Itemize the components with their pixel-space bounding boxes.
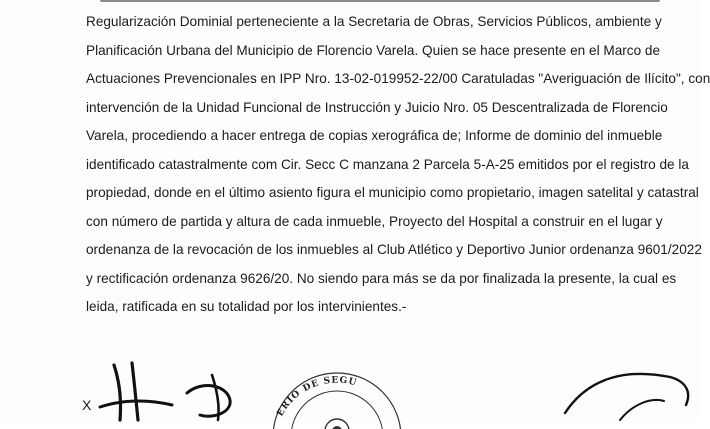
seal-text: ERIO DE SEGU xyxy=(275,375,359,419)
cut-off-top-line xyxy=(100,0,660,6)
body-line-2: Planificación Urbana del Municipio de Florencio Varela. Quien se hace presente en el Marco de xyxy=(86,42,661,58)
body-line-5: Varela, procediendo a hacer entrega de copias xerográfica de; Informe de dominio del inmueble xyxy=(86,128,663,143)
official-seal xyxy=(262,369,412,429)
body-line-8: con número de partida y altura de cada inmueble, Proyecto del Hospital a construir en el lugar y xyxy=(86,213,663,229)
body-line-3: Actuaciones Prevencionales en IPP Nro. 13-02-019952-22/00 Caratuladas "Averiguación de Ilícito", con xyxy=(86,71,710,86)
second-signature xyxy=(560,365,700,420)
body-line-9: ordenanza de la revocación de los inmuebles al Club Atlético y Deportivo Junior ordenanza 9601/2022 xyxy=(86,242,702,257)
signature-x-mark: X xyxy=(82,397,92,413)
body-line-7: propiedad, donde en el último asiento figura el municipio como propietario, imagen satelital y catastral xyxy=(86,185,699,200)
handwritten-signature xyxy=(92,355,262,420)
body-line-6: identificado catastralmente com Cir. Secc C manzana 2 Parcela 5-A-25 emitidos por el registro de la xyxy=(86,156,689,172)
body-line-4: intervención de la Unidad Funcional de Instrucción y Juicio Nro. 05 Descentralizada de Florencio xyxy=(86,99,668,115)
svg-text:ERIO DE SEGU xyxy=(275,376,358,419)
body-line-11: leida, ratificada en su totalidad por los intervinientes.- xyxy=(86,299,407,314)
document-body xyxy=(86,8,710,322)
signature-area xyxy=(0,355,700,420)
body-line-10: y rectificación ordenanza 9626/20. No siendo para más se da por finalizada la presente, la cual es xyxy=(86,270,677,286)
body-line-1: Regularización Dominial perteneciente a la Secretaria de Obras, Servicios Públicos, ambiente y xyxy=(86,14,662,29)
